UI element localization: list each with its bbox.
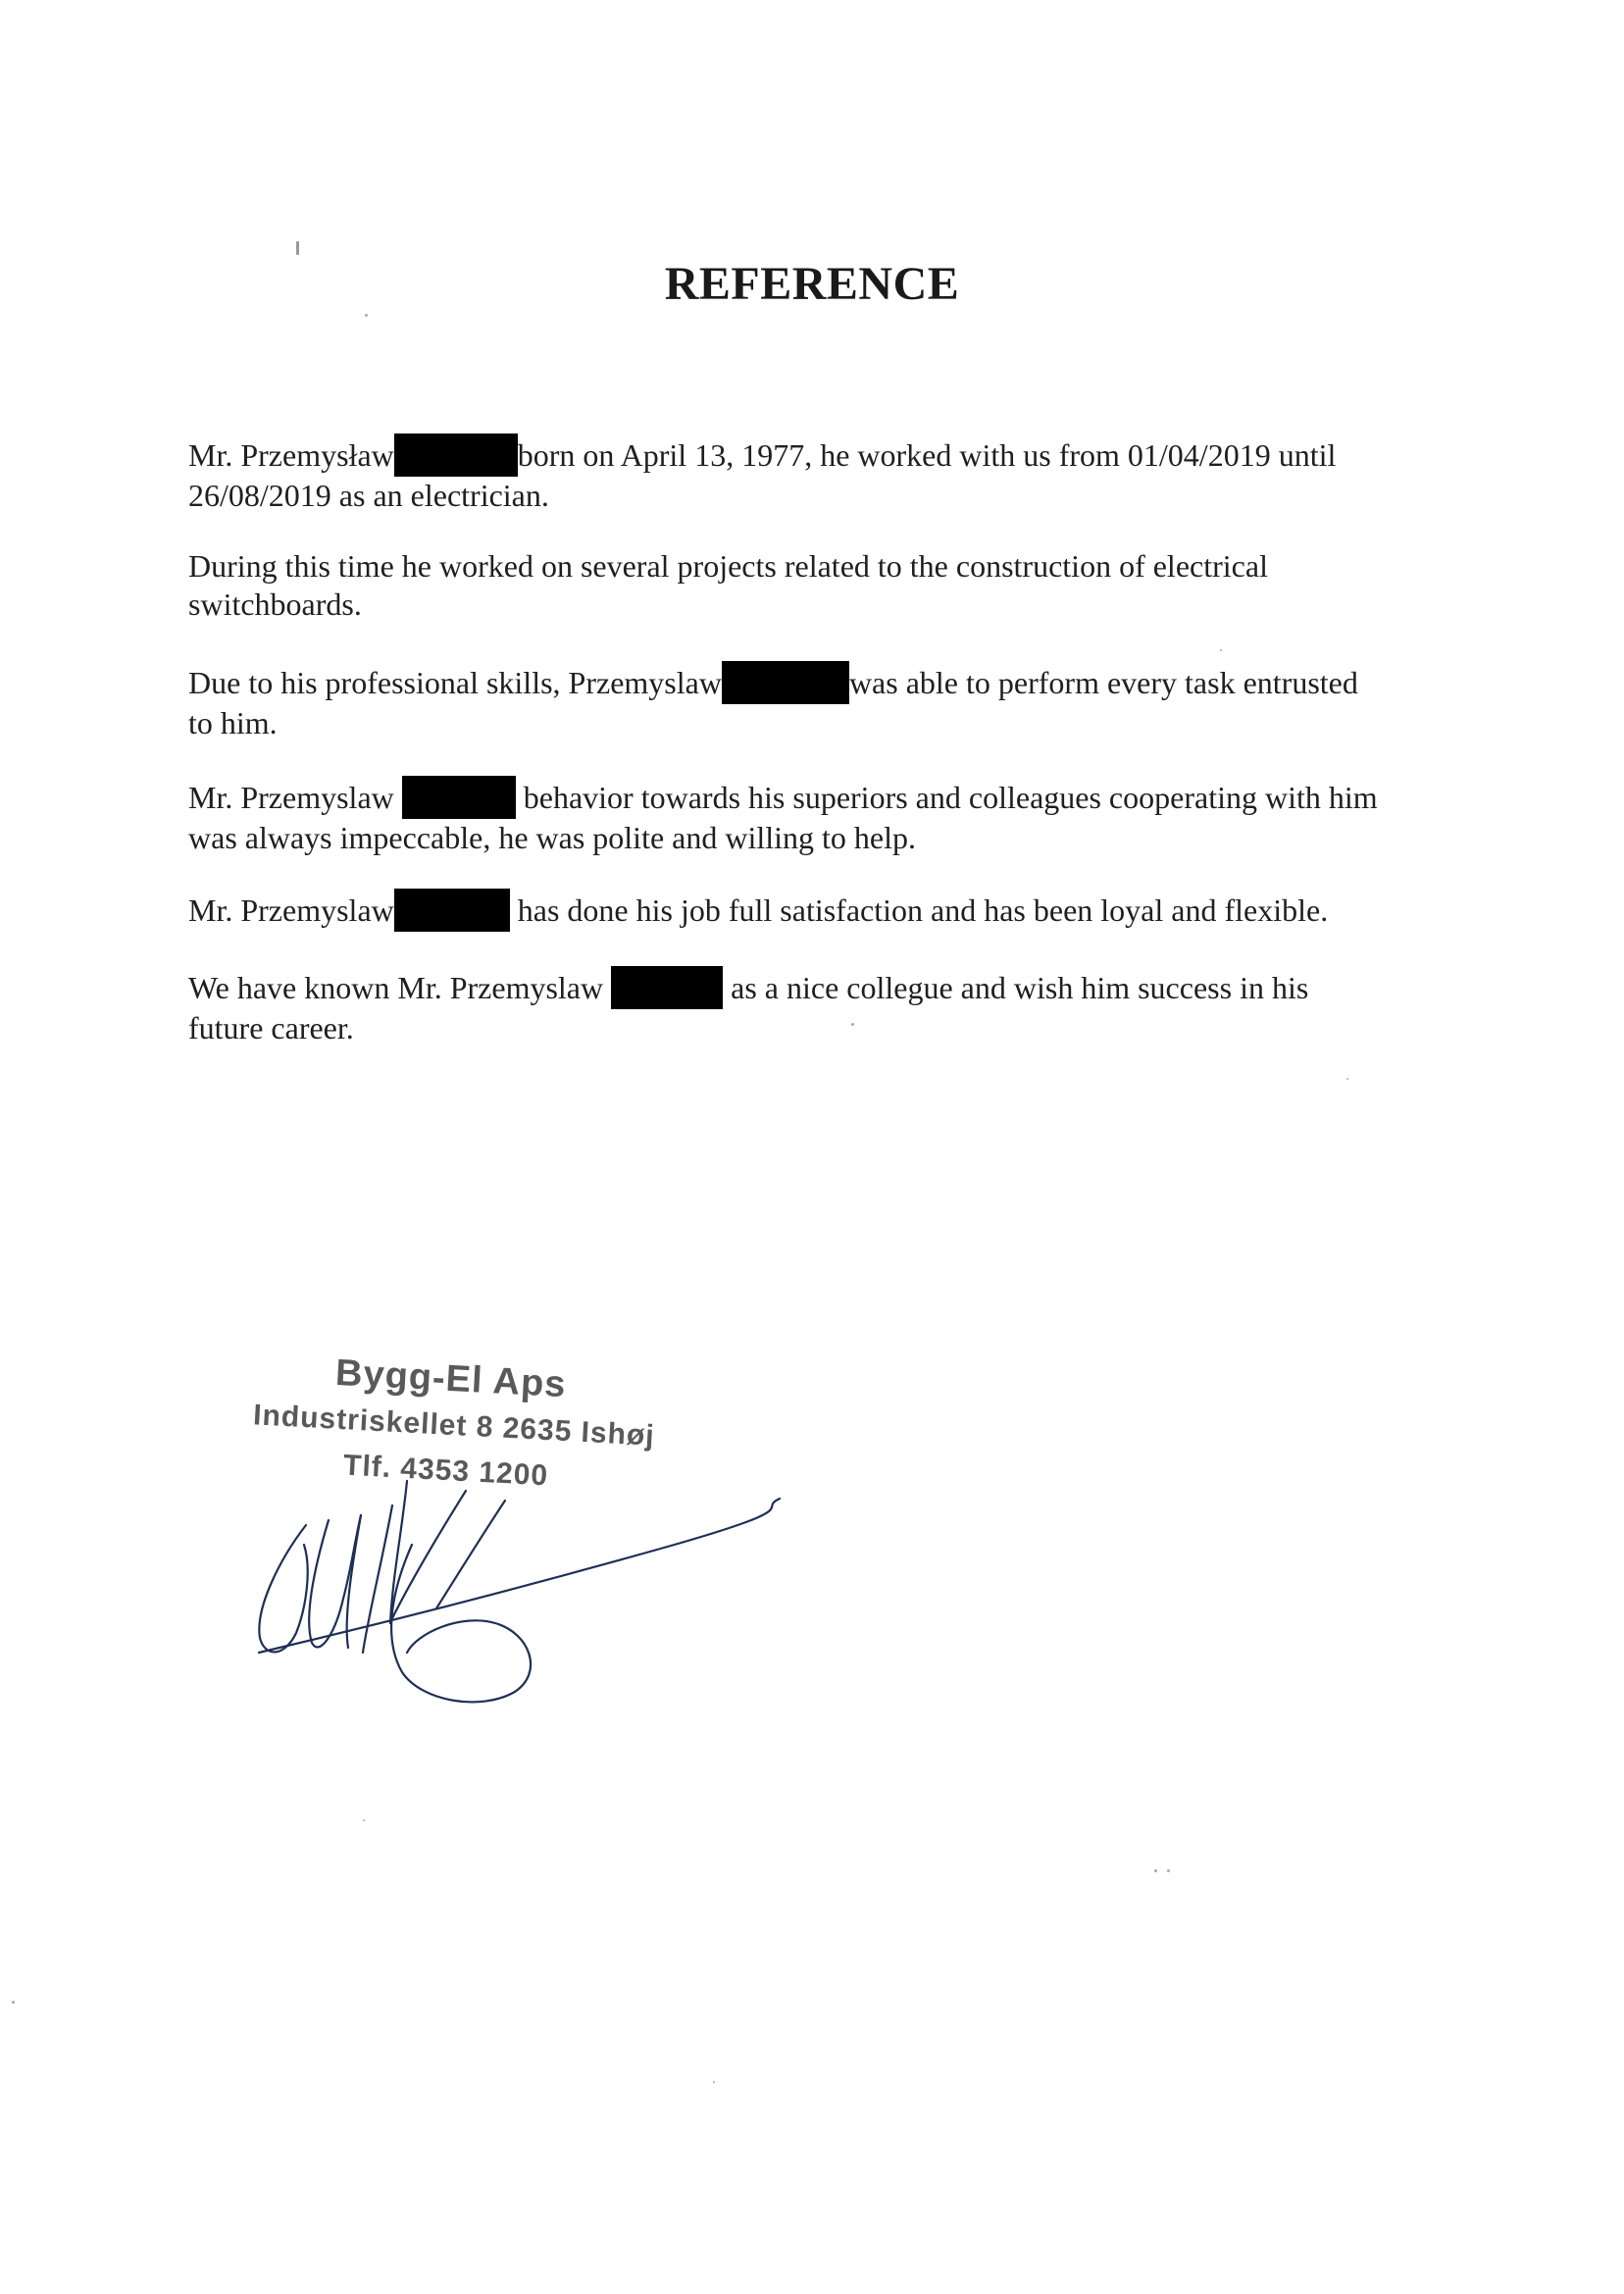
paragraph-text: born on April 13, 1977, he worked with us from 01/04/2019 until (517, 437, 1337, 473)
paragraph-text: Mr. Przemysław (188, 437, 394, 473)
scan-artifact (363, 1819, 365, 1821)
scan-artifact (851, 1023, 854, 1026)
scan-artifact (1167, 1869, 1170, 1872)
redacted-surname (722, 661, 849, 704)
stamp-address: Industriskellet 8 2635 Ishøj (252, 1399, 656, 1453)
scan-artifact (365, 314, 368, 317)
paragraph-text: as a nice collegue and wish him success in his (731, 970, 1309, 1005)
scan-artifact (713, 2081, 715, 2083)
stamp-company-name: Bygg-El Aps (334, 1351, 568, 1406)
paragraph-skills (188, 661, 1463, 742)
scan-artifact (296, 241, 299, 255)
paragraph-closing (188, 966, 1463, 1047)
paragraph-text: Mr. Przemyslaw (188, 780, 394, 815)
stamp-phone: Tlf. 4353 1200 (342, 1449, 549, 1493)
scan-artifact (1154, 1869, 1157, 1872)
paragraph-behavior (188, 776, 1463, 857)
paragraph-text: was always impeccable, he was polite and willing to help. (188, 820, 917, 855)
scan-artifact (12, 2001, 15, 2004)
redacted-surname (402, 776, 516, 819)
paragraph-text: was able to perform every task entrusted (848, 665, 1358, 700)
scan-artifact (1346, 1078, 1348, 1080)
redacted-surname (394, 433, 518, 477)
paragraph-text: We have known Mr. Przemyslaw (188, 970, 604, 1005)
paragraph-text: 26/08/2019 as an electrician. (188, 478, 549, 513)
redacted-surname (611, 966, 723, 1009)
paragraph-text: has done his job full satisfaction and has been loyal and flexible. (517, 892, 1329, 928)
paragraph-text: switchboards. (188, 586, 362, 622)
scan-artifact (1220, 649, 1222, 651)
document-title: REFERENCE (664, 258, 960, 310)
paragraph-text: to him. (188, 705, 278, 740)
paragraph-satisfaction (188, 889, 1463, 932)
paragraph-projects (188, 547, 1463, 624)
handwritten-signature (245, 1412, 794, 1716)
paragraph-text: future career. (188, 1010, 354, 1045)
paragraph-employment-period (188, 433, 1463, 515)
paragraph-text: Due to his professional skills, Przemyslaw (188, 665, 722, 700)
paragraph-text: behavior towards his superiors and colleagues cooperating with him (523, 780, 1378, 815)
paragraph-text: Mr. Przemyslaw (188, 892, 394, 928)
paragraph-text: During this time he worked on several projects related to the construction of electrical (188, 548, 1268, 584)
redacted-surname (394, 889, 510, 932)
